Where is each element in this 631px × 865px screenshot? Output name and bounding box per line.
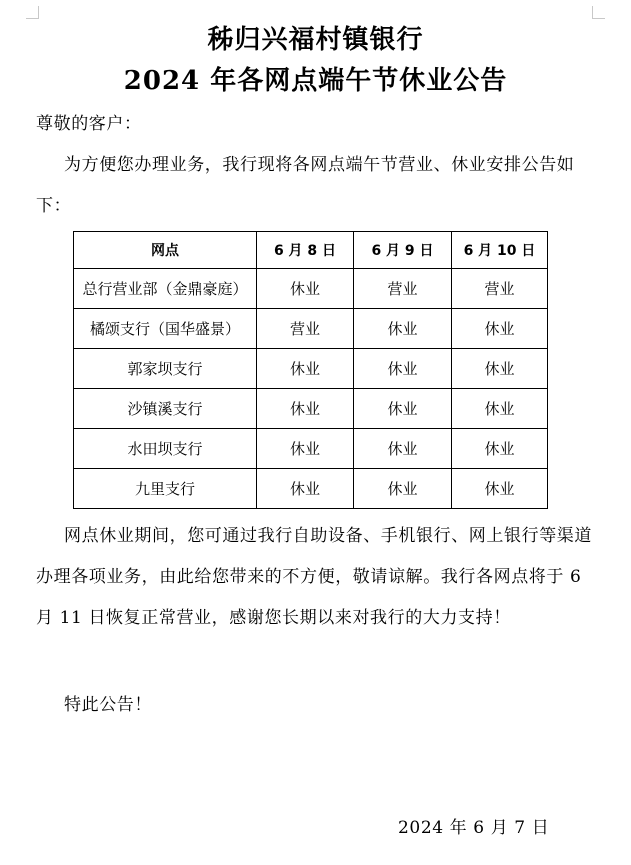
table-row bbox=[74, 429, 548, 469]
document-title-notice: 2024 年各网点端午节休业公告 bbox=[123, 66, 508, 96]
branch-name: 九里支行 bbox=[74, 469, 257, 509]
table-row bbox=[74, 269, 548, 309]
table-row bbox=[74, 469, 548, 509]
table-row bbox=[74, 349, 548, 389]
status-june-8: 休业 bbox=[257, 469, 354, 509]
table-row bbox=[74, 309, 548, 349]
table-row bbox=[74, 389, 548, 429]
branch-name: 沙镇溪支行 bbox=[74, 389, 257, 429]
header-june-10: 6 月 10 日 bbox=[452, 232, 548, 269]
page-corner-mark-right bbox=[592, 6, 605, 19]
closing-paragraph: 网点休业期间，您可通过我行自助设备、手机银行、网上银行等渠道办理各项业务，由此给您带来的不方便，敬请谅解。我行各网点将于 6 月 11 日恢复正常营业，感谢您长期以来对我行的大力支持！ bbox=[36, 526, 592, 628]
status-june-10: 休业 bbox=[452, 469, 548, 509]
document-title-bank: 秭归兴福村镇银行 bbox=[207, 25, 424, 55]
status-june-9: 营业 bbox=[354, 269, 452, 309]
status-june-8: 休业 bbox=[257, 389, 354, 429]
status-june-10: 休业 bbox=[452, 429, 548, 469]
notice-date: 2024 年 6 月 7 日 bbox=[398, 818, 550, 838]
branch-name: 郭家坝支行 bbox=[74, 349, 257, 389]
status-june-9: 休业 bbox=[354, 429, 452, 469]
intro-paragraph: 为方便您办理业务，我行现将各网点端午节营业、休业安排公告如下： bbox=[36, 155, 575, 216]
status-june-9: 休业 bbox=[354, 389, 452, 429]
status-june-10: 营业 bbox=[452, 269, 548, 309]
branch-name: 总行营业部（金鼎豪庭） bbox=[74, 269, 257, 309]
status-june-8: 休业 bbox=[257, 349, 354, 389]
header-branch: 网点 bbox=[74, 232, 257, 269]
status-june-9: 休业 bbox=[354, 309, 452, 349]
greeting: 尊敬的客户： bbox=[36, 114, 142, 134]
status-june-10: 休业 bbox=[452, 349, 548, 389]
header-june-8: 6 月 8 日 bbox=[257, 232, 354, 269]
branch-schedule-table bbox=[73, 231, 548, 509]
status-june-9: 休业 bbox=[354, 349, 452, 389]
branch-name: 橘颂支行（国华盛景） bbox=[74, 309, 257, 349]
page-corner-mark-left bbox=[26, 6, 39, 19]
branch-name: 水田坝支行 bbox=[74, 429, 257, 469]
special-notice: 特此公告！ bbox=[64, 695, 152, 715]
table-header-row bbox=[74, 232, 548, 269]
status-june-8: 休业 bbox=[257, 269, 354, 309]
status-june-9: 休业 bbox=[354, 469, 452, 509]
header-june-9: 6 月 9 日 bbox=[354, 232, 452, 269]
status-june-8: 休业 bbox=[257, 429, 354, 469]
status-june-10: 休业 bbox=[452, 309, 548, 349]
status-june-10: 休业 bbox=[452, 389, 548, 429]
status-june-8: 营业 bbox=[257, 309, 354, 349]
